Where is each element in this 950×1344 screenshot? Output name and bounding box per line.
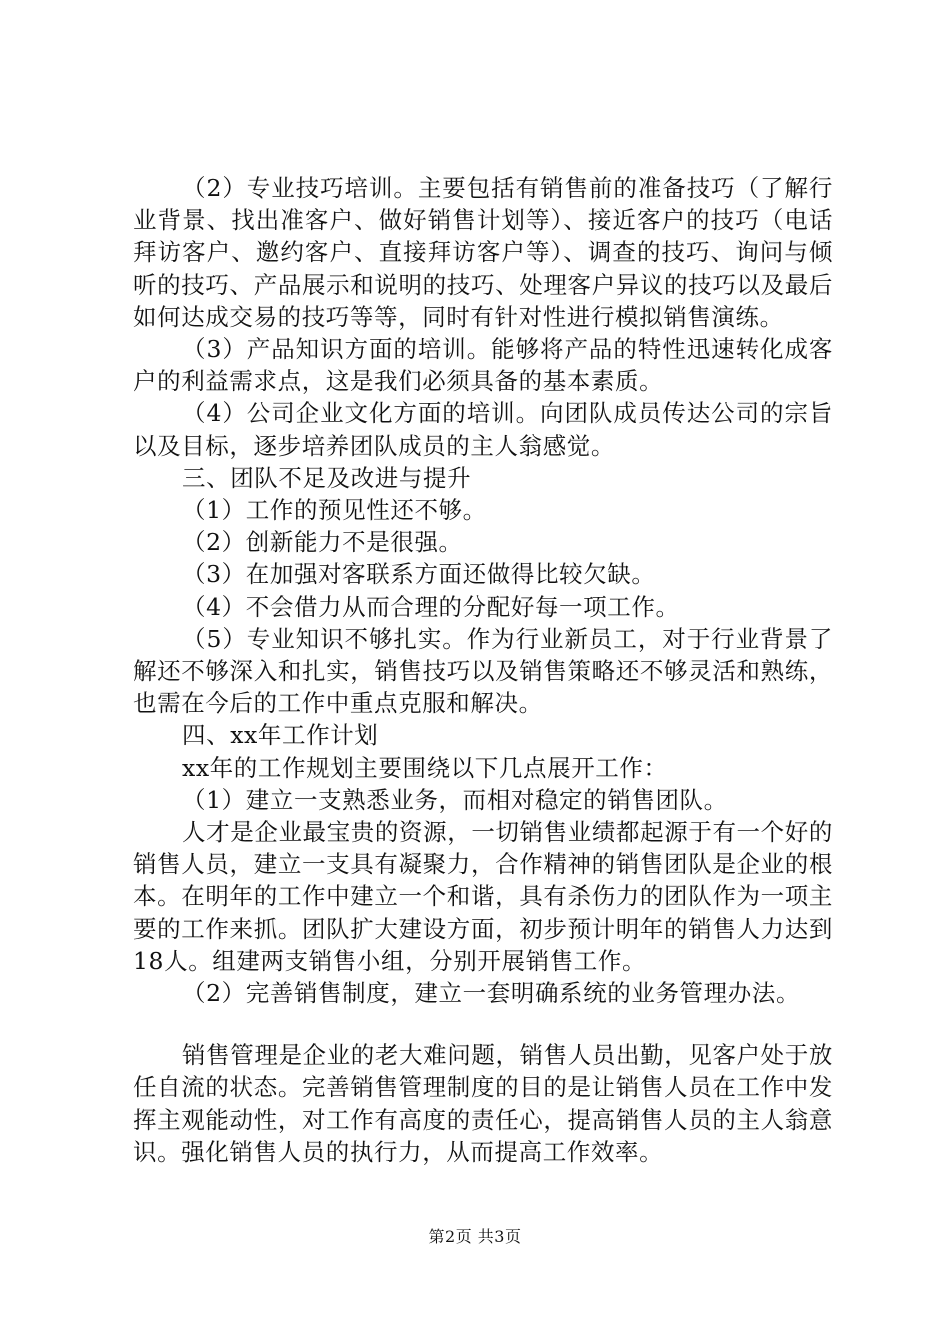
- paragraph-skills-training: （2）专业技巧培训。主要包括有销售前的准备技巧（了解行业背景、找出准客户、做好销售计划等）、接近客户的技巧（电话拜访客户、邀约客户、直接拜访客户等）、调查的技巧、询问与倾听的技巧、产品展示和说明的技巧、处理客户异议的技巧以及最后如何达成交易的技巧等等，同时有针对性进行模拟销售演练。: [133, 174, 833, 331]
- list-item-shortcoming-4: （4）不会借力从而合理的分配好每一项工作。: [182, 592, 680, 621]
- section-heading-team-shortcomings: 三、团队不足及改进与提升: [182, 463, 472, 492]
- page-footer: [0, 1226, 950, 1248]
- paragraph-team-building: 人才是企业最宝贵的资源，一切销售业绩都起源于有一个好的销售人员，建立一支具有凝聚力，合作精神的销售团队是企业的根本。在明年的工作中建立一个和谐，具有杀伤力的团队作为一项主要的工作来抓。团队扩大建设方面，初步预计明年的销售人力达到18人。组建两支销售小组，分别开展销售工作。: [133, 818, 833, 975]
- paragraph-culture-training: （4）公司企业文化方面的培训。向团队成员传达公司的宗旨以及目标，逐步培养团队成员的主人翁感觉。: [133, 399, 833, 460]
- paragraph-plan-intro: xx年的工作规划主要围绕以下几点展开工作：: [182, 753, 668, 782]
- paragraph-sales-management: 销售管理是企业的老大难问题，销售人员出勤，见客户处于放任自流的状态。完善销售管理制度的目的是让销售人员在工作中发挥主观能动性，对工作有高度的责任心，提高销售人员的主人翁意识。强化销售人员的执行力，从而提高工作效率。: [133, 1041, 833, 1166]
- list-item-shortcoming-2: （2）创新能力不是很强。: [182, 528, 463, 557]
- plan-item-1-heading: （1）建立一支熟悉业务，而相对稳定的销售团队。: [182, 785, 728, 814]
- list-item-shortcoming-1: （1）工作的预见性还不够。: [182, 496, 487, 525]
- list-item-shortcoming-5: （5）专业知识不够扎实。作为行业新员工，对于行业背景了解还不够深入和扎实，销售技巧以及销售策略还不够灵活和熟练，也需在今后的工作中重点克服和解决。: [133, 624, 833, 718]
- plan-item-2-heading: （2）完善销售制度，建立一套明确系统的业务管理办法。: [182, 979, 801, 1008]
- section-heading-work-plan: 四、xx年工作计划: [182, 721, 379, 750]
- list-item-shortcoming-3: （3）在加强对客联系方面还做得比较欠缺。: [182, 560, 656, 589]
- paragraph-product-training: （3）产品知识方面的培训。能够将产品的特性迅速转化成客户的利益需求点，这是我们必须具备的基本素质。: [133, 335, 833, 396]
- document-body: [133, 172, 833, 1168]
- page-number-label: 第2页 共3页: [428, 1227, 522, 1246]
